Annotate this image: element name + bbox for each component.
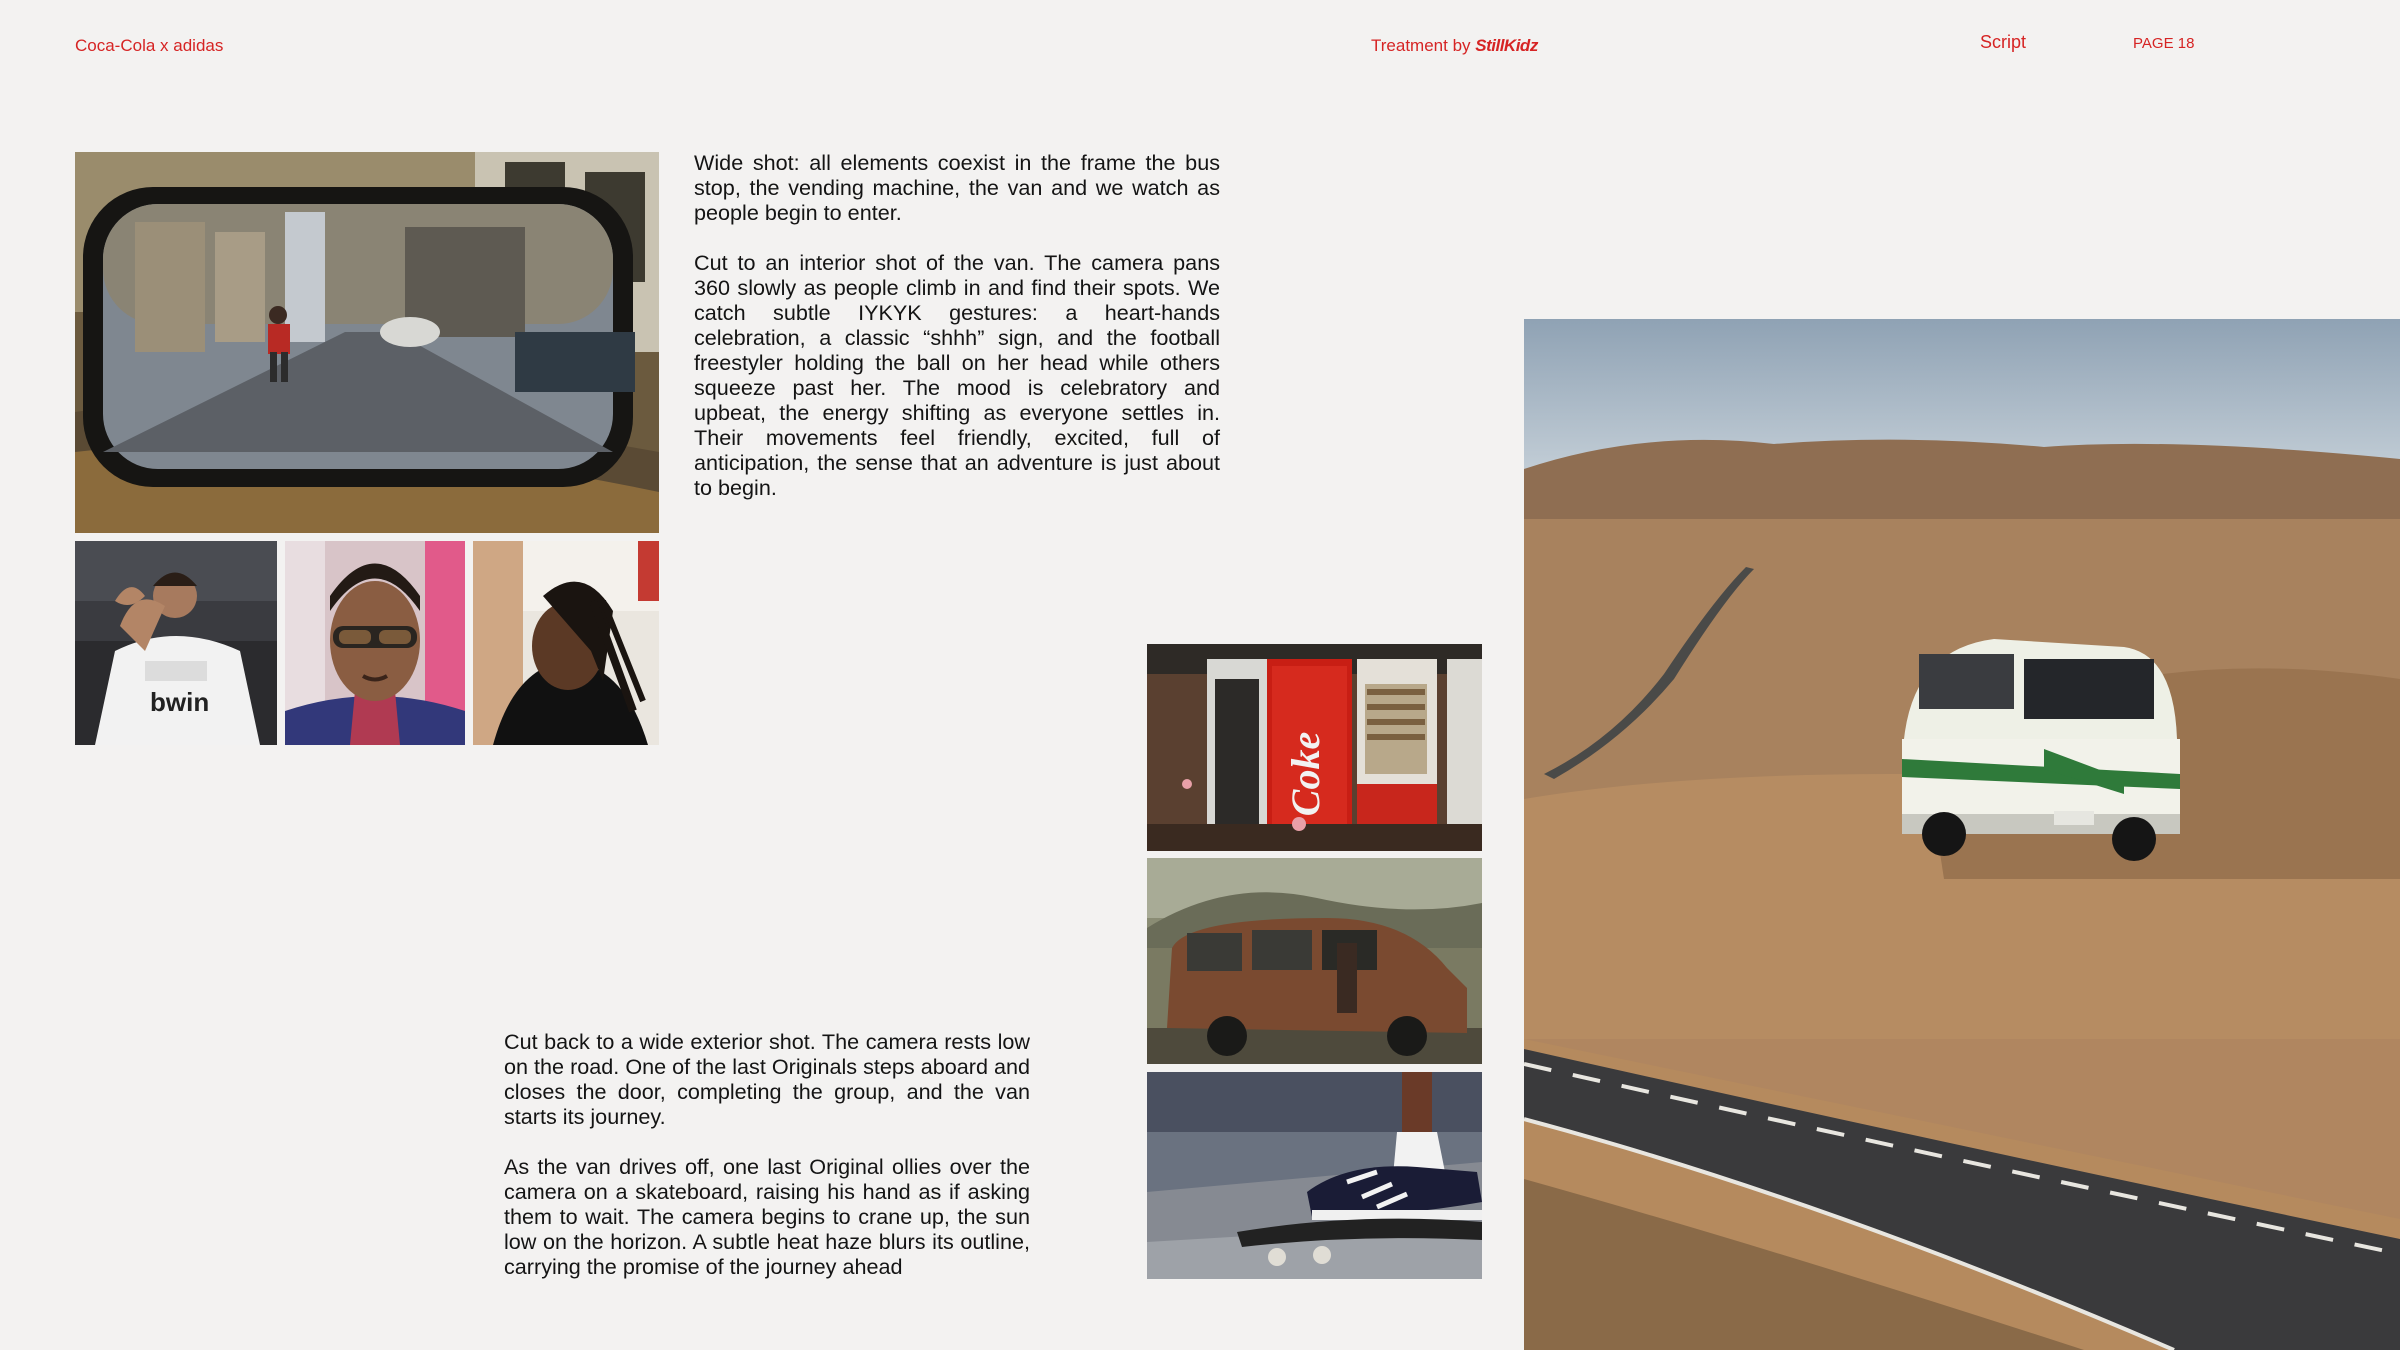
jersey-sponsor-text: bwin [150,687,210,717]
script-paragraph: Wide shot: all elements coexist in the frame the bus stop, the vending machine, the van and we watch as people begin to enter. [694,150,1220,225]
project-title: Coca-Cola x adidas [75,36,224,55]
section-label: Script [1980,32,2027,52]
treatment-prefix: Treatment by [1371,36,1471,55]
page-number: PAGE 18 [2133,35,2195,52]
studio-logo: StillKidz [1475,36,1538,55]
script-block-bottom [504,1029,1030,1279]
vending-machine-photo [1147,644,1482,851]
desert-bus-photo [1524,319,2400,1350]
skateboard-photo [1147,1072,1482,1279]
script-paragraph: Cut back to a wide exterior shot. The camera rests low on the road. One of the last Originals steps aboard and closes the door, completing the group, and the van starts its journey. [504,1029,1030,1129]
treatment-credit [1371,36,1538,56]
script-paragraph: Cut to an interior shot of the van. The camera pans 360 slowly as people climb in and find their spots. We catch subtle IYKYK gestures: a heart-hands celebration, a classic “shhh” sign, and the football freestyler holding the ball on her head while others squeeze past her. The mood is celebratory and upbeat, the energy shifting as everyone settles in. Their movements feel friendly, excited, full of anticipation, the sense that an adventure is just about to begin. [694,250,1220,500]
haircut-photo [473,541,659,745]
vending-logo-text: Coke [1283,731,1328,817]
sunglasses-portrait-photo [285,541,465,745]
script-paragraph: As the van drives off, one last Original ollies over the camera on a skateboard, raising his hand as if asking them to wait. The camera begins to crane up, the sun low on the horizon. A subtle heat haze blurs its outline, carrying the promise of the journey ahead [504,1154,1030,1279]
mirror-reflection-photo [75,152,659,533]
heart-hands-photo [75,541,277,745]
script-block-top [694,150,1220,500]
van-photo [1147,858,1482,1064]
